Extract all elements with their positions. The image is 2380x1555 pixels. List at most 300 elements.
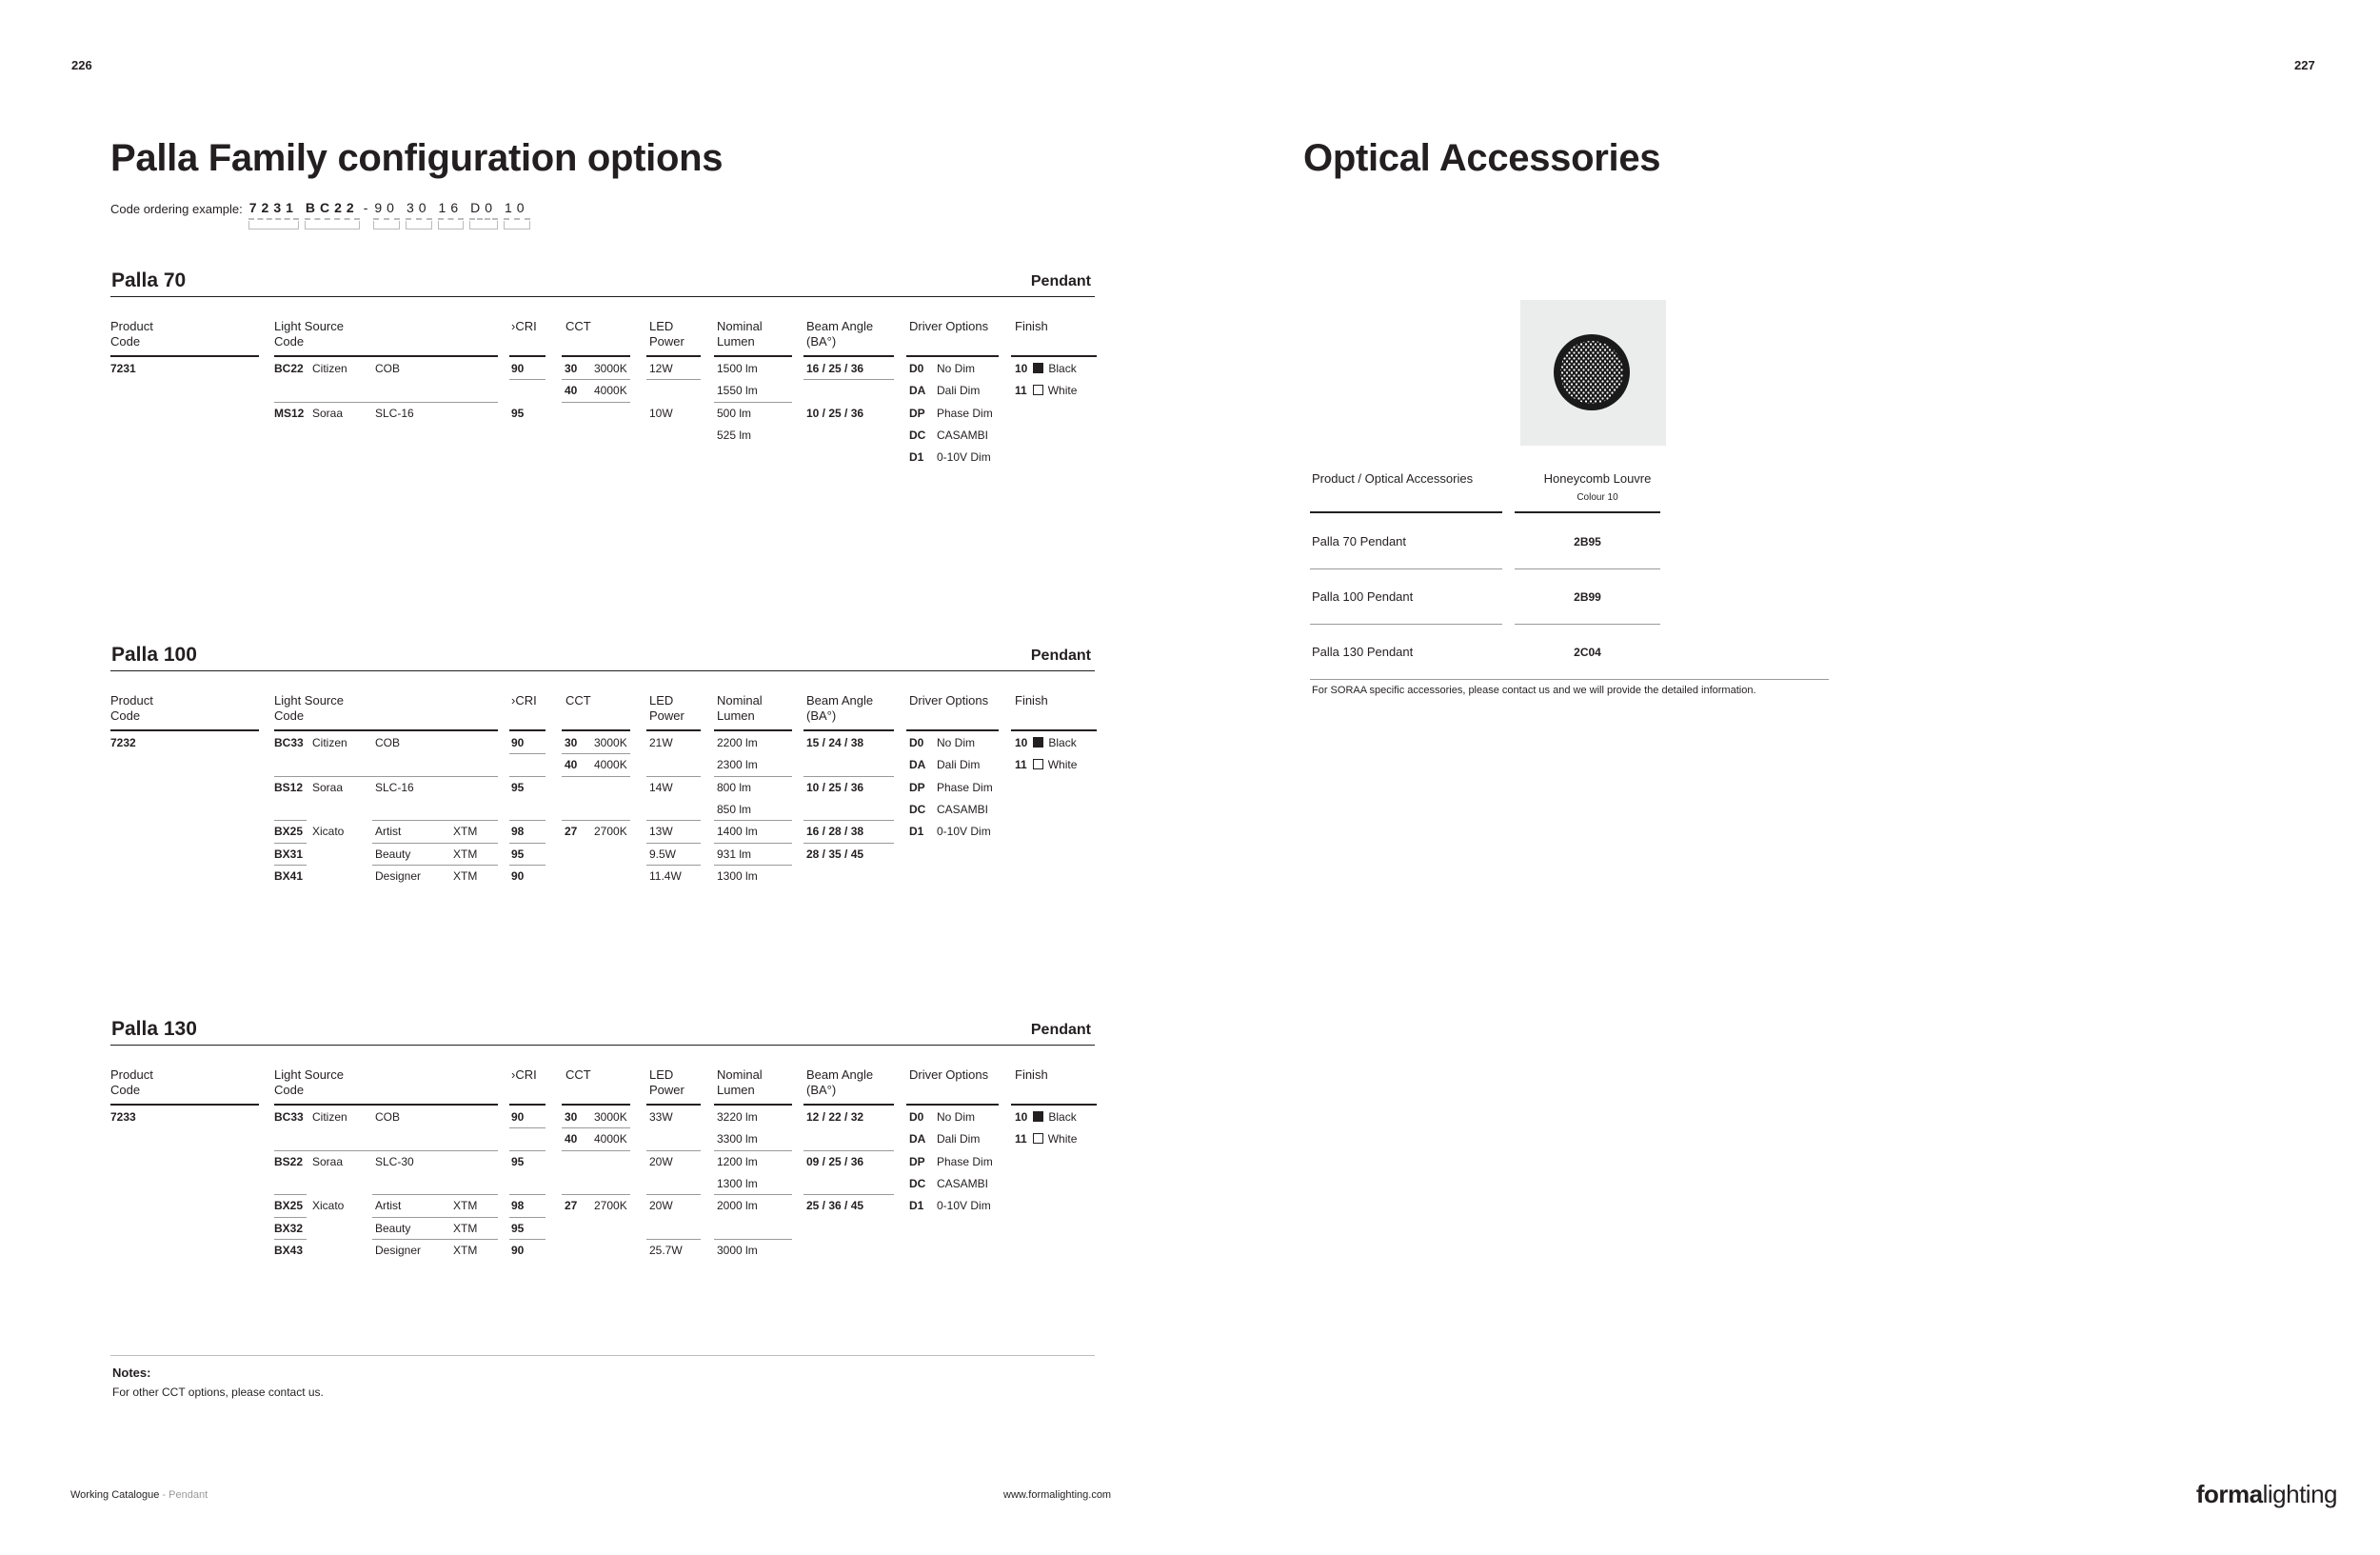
- cri-rule: [509, 776, 545, 777]
- cri-value: 95: [511, 780, 525, 794]
- header-lumen: Nominal: [717, 693, 763, 708]
- light-source-model: Designer: [375, 868, 422, 883]
- header-rule: [509, 355, 545, 357]
- honeycomb-louvre-image: [1520, 300, 1666, 446]
- light-source-model: Artist: [375, 1199, 402, 1213]
- driver-code: D0: [909, 1110, 924, 1124]
- code-group-cct: 30: [406, 200, 432, 220]
- light-source-model: Designer: [375, 1243, 422, 1257]
- code-ordering-example: [110, 200, 536, 220]
- header-beam-angle: (BA°): [806, 708, 837, 723]
- driver-code: D0: [909, 362, 924, 375]
- light-source-brand: Xicato: [312, 1199, 345, 1213]
- driver-label: 0-10V Dim: [937, 825, 991, 839]
- header-product-code: Code: [110, 708, 141, 723]
- beam-rule: [803, 776, 894, 777]
- light-source-code: BX32: [274, 1221, 304, 1235]
- finish-swatch: [1033, 363, 1043, 373]
- cct-code: 40: [565, 758, 578, 772]
- led-power-value: 10W: [649, 406, 673, 420]
- lumen-rule: [714, 1239, 792, 1240]
- light-source-rule: [274, 865, 307, 866]
- header-rule: [803, 729, 894, 731]
- lumen-rule: [714, 776, 792, 777]
- header-light-source: Code: [274, 334, 305, 349]
- header-light-source: Light Source: [274, 1067, 344, 1082]
- cri-rule: [509, 753, 545, 754]
- footer-left: [70, 1489, 208, 1501]
- header-finish: Finish: [1015, 319, 1048, 333]
- light-source-type: XTM: [453, 825, 478, 839]
- power-rule: [646, 843, 701, 844]
- section-header: [110, 1016, 1095, 1046]
- header-rule: [646, 729, 701, 731]
- light-source-brand: Citizen: [312, 1110, 347, 1124]
- lumen-rule: [714, 402, 792, 403]
- header-cri: ›CRI: [511, 1067, 537, 1082]
- brand-logo: [2196, 1480, 2337, 1509]
- light-source-rule: [372, 843, 498, 844]
- driver-code: DA: [909, 758, 926, 772]
- driver-code: DP: [909, 780, 925, 794]
- power-rule: [646, 1239, 701, 1240]
- cri-value: 95: [511, 1154, 525, 1168]
- light-source-brand: Citizen: [312, 736, 347, 749]
- driver-code: DC: [909, 802, 926, 816]
- finish-option: [1015, 362, 1077, 375]
- cct-rule: [562, 402, 630, 403]
- cct-code: 30: [565, 1110, 578, 1124]
- lumen-value: 500 lm: [717, 406, 752, 420]
- finish-label: Black: [1048, 736, 1077, 749]
- driver-label: 0-10V Dim: [937, 450, 991, 465]
- code-example-label: Code ordering example:: [110, 202, 243, 216]
- lumen-value: 1500 lm: [717, 362, 758, 375]
- driver-label: 0-10V Dim: [937, 1199, 991, 1213]
- header-led-power: Power: [649, 334, 684, 349]
- header-lumen: Lumen: [717, 1083, 755, 1097]
- acc-row-rule: [1515, 568, 1660, 569]
- section-mount-type: Pendant: [1030, 273, 1091, 289]
- header-rule: [714, 729, 792, 731]
- light-source-rule: [274, 1150, 498, 1151]
- led-power-value: 20W: [649, 1154, 673, 1168]
- led-power-value: 33W: [649, 1110, 673, 1124]
- light-source-rule: [372, 865, 498, 866]
- cri-rule: [509, 1239, 545, 1240]
- driver-code: D0: [909, 736, 924, 749]
- header-rule: [562, 355, 630, 357]
- finish-option: [1015, 758, 1077, 771]
- light-source-model: SLC-30: [375, 1154, 414, 1168]
- cct-code: 30: [565, 362, 578, 375]
- finish-label: White: [1047, 384, 1078, 398]
- light-source-code: BX25: [274, 1199, 304, 1213]
- notes-body: For other CCT options, please contact us.: [112, 1386, 324, 1399]
- driver-label: CASAMBI: [937, 802, 989, 816]
- code-group-source: BC22: [305, 200, 360, 220]
- header-cri: ›CRI: [511, 319, 537, 333]
- driver-label: Phase Dim: [937, 780, 993, 794]
- header-rule: [562, 729, 630, 731]
- light-source-brand: Soraa: [312, 406, 344, 420]
- header-rule: [274, 355, 498, 357]
- beam-angle-value: 16 / 25 / 36: [806, 362, 864, 375]
- driver-code: DA: [909, 1132, 926, 1146]
- cct-value: 3000K: [594, 1110, 627, 1124]
- beam-rule: [803, 379, 894, 380]
- section-header: [110, 642, 1095, 671]
- lumen-value: 3300 lm: [717, 1132, 758, 1146]
- cct-code: 40: [565, 1132, 578, 1146]
- driver-label: Dali Dim: [937, 384, 981, 398]
- led-power-value: 21W: [649, 736, 673, 749]
- power-rule: [646, 379, 701, 380]
- light-source-brand: Citizen: [312, 362, 347, 375]
- cct-rule: [562, 820, 630, 821]
- light-source-code: BX41: [274, 868, 304, 883]
- footer-website-link[interactable]: www.formalighting.com: [1003, 1489, 1112, 1501]
- lumen-rule: [714, 820, 792, 821]
- page-number-right: 227: [2294, 58, 2315, 72]
- lumen-value: 3220 lm: [717, 1110, 758, 1124]
- beam-rule: [803, 1194, 894, 1195]
- config-section-palla-130: [110, 1016, 1095, 1275]
- header-cct: CCT: [565, 1067, 591, 1082]
- footer-category: Pendant: [169, 1489, 208, 1501]
- header-light-source: Code: [274, 708, 305, 723]
- header-light-source: Light Source: [274, 319, 344, 333]
- acc-row-code: 2C04: [1574, 646, 1601, 659]
- section-title: Palla 100: [111, 644, 197, 666]
- finish-swatch: [1033, 385, 1043, 395]
- finish-option: [1015, 1132, 1077, 1146]
- header-product-code: Product: [110, 319, 153, 333]
- header-rule: [906, 729, 999, 731]
- lumen-value: 3000 lm: [717, 1243, 758, 1257]
- cri-value: 98: [511, 1199, 525, 1213]
- light-source-rule: [372, 1194, 498, 1195]
- driver-label: No Dim: [937, 1110, 976, 1124]
- driver-label: CASAMBI: [937, 1176, 989, 1190]
- header-rule: [509, 729, 545, 731]
- beam-angle-value: 10 / 25 / 36: [806, 780, 864, 794]
- header-driver-options: Driver Options: [909, 1067, 989, 1082]
- header-lumen: Lumen: [717, 334, 755, 349]
- finish-code: 10: [1015, 736, 1028, 749]
- honeycomb-pattern: [1554, 334, 1630, 410]
- light-source-rule: [274, 843, 307, 844]
- cct-value: 4000K: [594, 1132, 627, 1146]
- led-power-value: 25.7W: [649, 1243, 683, 1257]
- product-code: 7232: [110, 736, 136, 749]
- header-rule: [646, 1104, 701, 1106]
- acc-header-product: Product / Optical Accessories: [1312, 471, 1474, 486]
- section-header: [110, 268, 1095, 297]
- beam-angle-value: 09 / 25 / 36: [806, 1154, 864, 1168]
- cct-value: 2700K: [594, 825, 627, 839]
- header-rule: [803, 1104, 894, 1106]
- light-source-brand: Soraa: [312, 780, 344, 794]
- acc-row-rule: [1310, 568, 1502, 569]
- header-rule: [646, 355, 701, 357]
- cct-value: 3000K: [594, 362, 627, 375]
- header-light-source: Light Source: [274, 693, 344, 708]
- header-lumen: Lumen: [717, 708, 755, 723]
- beam-angle-value: 10 / 25 / 36: [806, 406, 864, 420]
- acc-row-product: Palla 70 Pendant: [1312, 534, 1407, 548]
- finish-code: 10: [1015, 1110, 1028, 1124]
- acc-row-product: Palla 100 Pendant: [1312, 589, 1414, 604]
- acc-row-code: 2B95: [1574, 535, 1601, 548]
- acc-row-code: 2B99: [1574, 590, 1601, 604]
- acc-table-bottom-rule: [1310, 679, 1829, 680]
- cri-value: 95: [511, 406, 525, 420]
- light-source-code: BX25: [274, 825, 304, 839]
- finish-label: Black: [1048, 362, 1077, 375]
- driver-code: D1: [909, 825, 924, 839]
- code-group-beam: 16: [438, 200, 465, 220]
- cri-value: 95: [511, 847, 525, 861]
- lumen-value: 1550 lm: [717, 384, 758, 398]
- beam-angle-value: 15 / 24 / 38: [806, 736, 864, 749]
- cct-rule: [562, 1150, 630, 1151]
- driver-label: Phase Dim: [937, 406, 993, 420]
- header-rule: [110, 729, 259, 731]
- cct-code: 27: [565, 1199, 578, 1213]
- light-source-code: BC33: [274, 1110, 304, 1124]
- power-rule: [646, 820, 701, 821]
- light-source-rule: [274, 1239, 307, 1240]
- driver-label: No Dim: [937, 362, 976, 375]
- light-source-type: XTM: [453, 1221, 478, 1235]
- led-power-value: 12W: [649, 362, 673, 375]
- finish-swatch: [1033, 1133, 1043, 1144]
- cri-rule: [509, 1127, 545, 1128]
- light-source-model: Beauty: [375, 847, 411, 861]
- light-source-model: COB: [375, 736, 401, 749]
- header-rule: [1011, 729, 1097, 731]
- acc-header-rule: [1515, 511, 1660, 513]
- led-power-value: 9.5W: [649, 847, 677, 861]
- light-source-code: BX43: [274, 1243, 304, 1257]
- cct-rule: [562, 753, 630, 754]
- header-rule: [274, 729, 498, 731]
- acc-row-rule: [1310, 624, 1502, 625]
- cri-rule: [509, 1217, 545, 1218]
- light-source-model: Artist: [375, 825, 402, 839]
- header-beam-angle: (BA°): [806, 1083, 837, 1097]
- led-power-value: 20W: [649, 1199, 673, 1213]
- lumen-rule: [714, 1150, 792, 1151]
- header-rule: [906, 1104, 999, 1106]
- header-cct: CCT: [565, 693, 591, 708]
- cri-value: 90: [511, 362, 525, 375]
- cri-value: 90: [511, 1243, 525, 1257]
- header-beam-angle: (BA°): [806, 334, 837, 349]
- section-mount-type: Pendant: [1030, 648, 1091, 664]
- power-rule: [646, 1150, 701, 1151]
- beam-angle-value: 12 / 22 / 32: [806, 1110, 864, 1124]
- finish-code: 11: [1015, 758, 1027, 772]
- light-source-model: SLC-16: [375, 406, 414, 420]
- light-source-model: COB: [375, 362, 401, 375]
- light-source-rule: [274, 1194, 307, 1195]
- cct-value: 3000K: [594, 736, 627, 749]
- light-source-rule: [372, 820, 498, 821]
- code-group-finish: 10: [504, 200, 530, 220]
- header-finish: Finish: [1015, 693, 1048, 708]
- cct-code: 30: [565, 736, 578, 749]
- header-rule: [274, 1104, 498, 1106]
- config-section-palla-70: [110, 268, 1095, 527]
- code-group-cri: 90: [373, 200, 400, 220]
- cri-rule: [509, 843, 545, 844]
- header-rule: [110, 1104, 259, 1106]
- brand-lighting: lighting: [2262, 1480, 2337, 1508]
- code-separator: -: [363, 200, 368, 215]
- cri-rule: [509, 1194, 545, 1195]
- cct-value: 2700K: [594, 1199, 627, 1213]
- light-source-rule: [372, 1217, 498, 1218]
- header-led-power: LED: [649, 693, 674, 708]
- beam-angle-value: 28 / 35 / 45: [806, 847, 864, 861]
- header-driver-options: Driver Options: [909, 319, 989, 333]
- cct-value: 4000K: [594, 384, 627, 398]
- header-driver-options: Driver Options: [909, 693, 989, 708]
- header-rule: [714, 355, 792, 357]
- finish-code: 11: [1015, 1132, 1027, 1146]
- driver-label: CASAMBI: [937, 428, 989, 442]
- light-source-brand: Xicato: [312, 825, 345, 839]
- brand-forma: forma: [2195, 1480, 2263, 1508]
- acc-header-rule: [1310, 511, 1502, 513]
- footer-separator: -: [159, 1489, 169, 1501]
- cct-code: 27: [565, 825, 578, 839]
- cct-code: 40: [565, 384, 578, 398]
- driver-code: D1: [909, 1199, 924, 1213]
- led-power-value: 14W: [649, 780, 673, 794]
- cct-rule: [562, 379, 630, 380]
- header-product-code: Product: [110, 693, 153, 708]
- cri-rule: [509, 865, 545, 866]
- cri-rule: [509, 379, 545, 380]
- header-light-source: Code: [274, 1083, 305, 1097]
- acc-footnote: For SORAA specific accessories, please contact us and we will provide the detailed information.: [1312, 685, 1756, 696]
- light-source-code: BS22: [274, 1154, 304, 1168]
- section-mount-type: Pendant: [1030, 1022, 1091, 1038]
- cct-rule: [562, 776, 630, 777]
- header-led-power: Power: [649, 708, 684, 723]
- notes-title: Notes:: [112, 1366, 151, 1380]
- header-rule: [803, 355, 894, 357]
- beam-rule: [803, 1150, 894, 1151]
- driver-label: Dali Dim: [937, 758, 981, 772]
- header-beam-angle: Beam Angle: [806, 693, 874, 708]
- finish-swatch: [1033, 737, 1043, 748]
- lumen-value: 1300 lm: [717, 868, 758, 883]
- header-lumen: Nominal: [717, 1067, 763, 1082]
- cri-rule: [509, 820, 545, 821]
- header-lumen: Nominal: [717, 319, 763, 333]
- header-cri: ›CRI: [511, 693, 537, 708]
- acc-header-louvre: Honeycomb Louvre: [1543, 471, 1652, 486]
- light-source-model: COB: [375, 1110, 401, 1124]
- cri-value: 90: [511, 736, 525, 749]
- cri-value: 95: [511, 1221, 525, 1235]
- cct-rule: [562, 1127, 630, 1128]
- lumen-value: 2200 lm: [717, 736, 758, 749]
- driver-code: DC: [909, 1176, 926, 1190]
- light-source-type: XTM: [453, 847, 478, 861]
- light-source-rule: [274, 776, 498, 777]
- light-source-code: BX31: [274, 847, 304, 861]
- lumen-value: 1300 lm: [717, 1176, 758, 1190]
- lumen-value: 2300 lm: [717, 758, 758, 772]
- code-group-driver: D0: [469, 200, 498, 220]
- light-source-code: BS12: [274, 780, 304, 794]
- code-group-product: 7231: [248, 200, 299, 220]
- finish-label: Black: [1048, 1110, 1077, 1124]
- light-source-code: MS12: [274, 406, 305, 420]
- finish-option: [1015, 384, 1077, 397]
- beam-angle-value: 25 / 36 / 45: [806, 1199, 864, 1213]
- light-source-type: XTM: [453, 1243, 478, 1257]
- light-source-code: BC22: [274, 362, 304, 375]
- driver-label: Phase Dim: [937, 1154, 993, 1168]
- accessories-title: Optical Accessories: [1303, 137, 1661, 179]
- light-source-type: XTM: [453, 1199, 478, 1213]
- section-title: Palla 70: [111, 269, 187, 291]
- cct-value: 4000K: [594, 758, 627, 772]
- header-rule: [110, 355, 259, 357]
- light-source-brand: Soraa: [312, 1154, 344, 1168]
- config-section-palla-100: [110, 642, 1095, 901]
- finish-option: [1015, 736, 1077, 749]
- lumen-value: 931 lm: [717, 847, 752, 861]
- header-rule: [1011, 355, 1097, 357]
- header-rule: [1011, 1104, 1097, 1106]
- header-product-code: Code: [110, 334, 141, 349]
- header-rule: [562, 1104, 630, 1106]
- header-product-code: Product: [110, 1067, 153, 1082]
- light-source-rule: [274, 402, 498, 403]
- light-source-rule: [274, 820, 307, 821]
- cri-rule: [509, 1150, 545, 1151]
- finish-label: White: [1047, 1132, 1078, 1146]
- header-rule: [906, 355, 999, 357]
- lumen-value: 525 lm: [717, 428, 752, 442]
- power-rule: [646, 865, 701, 866]
- led-power-value: 13W: [649, 825, 673, 839]
- beam-rule: [803, 820, 894, 821]
- power-rule: [646, 1194, 701, 1195]
- lumen-value: 1200 lm: [717, 1154, 758, 1168]
- driver-code: DP: [909, 1154, 925, 1168]
- light-source-model: Beauty: [375, 1221, 411, 1235]
- driver-code: D1: [909, 450, 924, 465]
- acc-row-rule: [1515, 624, 1660, 625]
- page-title: Palla Family configuration options: [110, 137, 724, 179]
- light-source-type: XTM: [453, 868, 478, 883]
- product-code: 7231: [110, 362, 136, 375]
- product-code: 7233: [110, 1110, 136, 1124]
- acc-row-product: Palla 130 Pendant: [1312, 645, 1414, 659]
- led-power-value: 11.4W: [649, 868, 682, 883]
- header-rule: [509, 1104, 545, 1106]
- page-number-left: 226: [71, 58, 92, 72]
- header-led-power: Power: [649, 1083, 684, 1097]
